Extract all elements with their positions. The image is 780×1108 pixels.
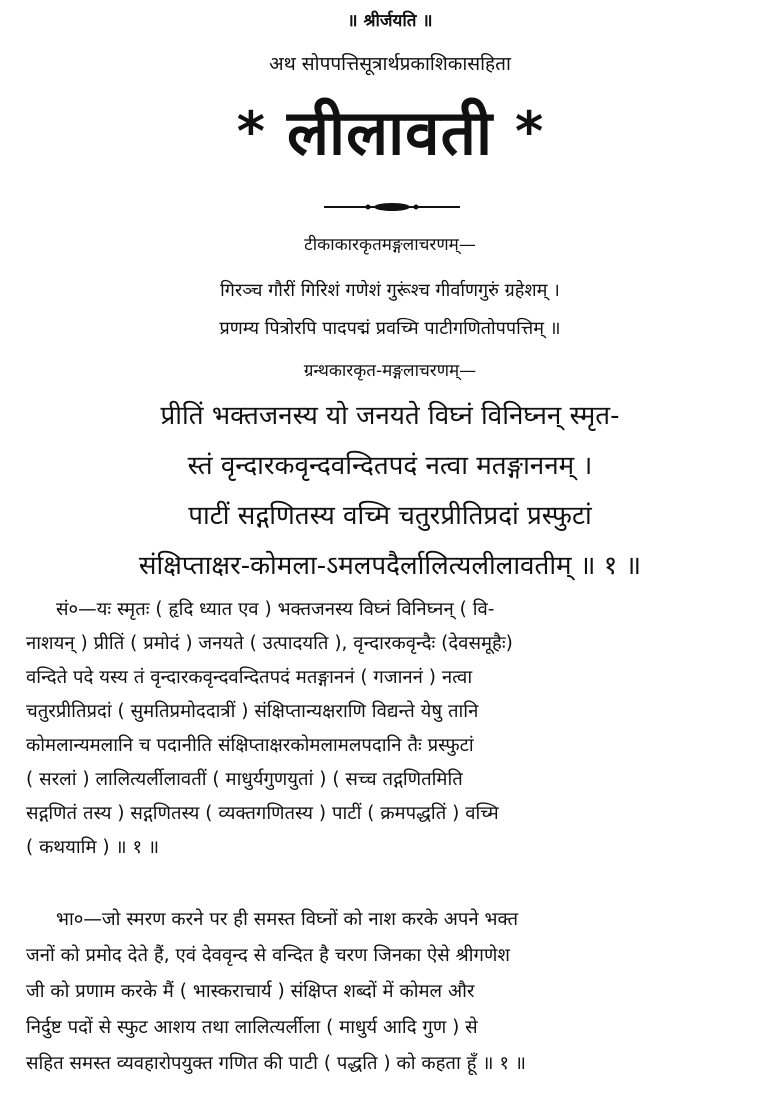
subtitle: अथ सोपपत्तिसूत्रार्थप्रकाशिकासहिता <box>269 53 511 75</box>
hindi-commentary-line: सहित समस्त व्यवहारोपयुक्त गणित की पाटी ( पद्धति ) को कहता हूँ ॥ १ ॥ <box>26 1053 526 1074</box>
sanskrit-commentary-line: कोमलान्यमलानि च पदानीति संक्षिप्ताक्षरकोमलामलपदानि तैः प्रस्फुटां <box>26 735 474 756</box>
verse-line: पाटीं सद्गणितस्य वच्मि चतुरप्रीतिप्रदां प्रस्फुटां <box>188 501 592 531</box>
sanskrit-commentary-line: वन्दिते पदे यस्य तं वृन्दारकवृन्दवन्दितपदं मतङ्गाननं ( गजाननं ) नत्वा <box>26 667 473 688</box>
commentary-verse-line: गिरञ्च गौरीं गिरिशं गणेशं गुरूंश्च गीर्वाणगुरुं ग्रहेशम् । <box>220 280 560 301</box>
sanskrit-commentary-line: चतुरप्रीतिप्रदां ( सुमतिप्रमोददात्रीं ) संक्षिप्तान्यक्षराणि विद्यन्ते येषु तानि <box>26 701 479 722</box>
sanskrit-commentary-line: सं०—यः स्मृतः ( हृदि ध्यात एव ) भक्तजनस्य विघ्नं विनिघ्नन् ( वि- <box>56 599 495 620</box>
sanskrit-commentary-line: नाशयन् ) प्रीतिं ( प्रमोदं ) जनयते ( उत्पादयति ), वृन्दारकवृन्दैः (देवसमूहैः) <box>26 633 513 654</box>
right-star-ornament: * <box>515 99 544 163</box>
verse-line: प्रीतिं भक्तजनस्य यो जनयते विघ्नं विनिघ्नन् स्मृत- <box>160 401 620 431</box>
author-invocation-heading: ग्रन्थकारकृत-मङ्गलाचरणम्— <box>303 361 477 381</box>
divider-ornament-icon <box>322 200 462 214</box>
commentary-invocation-heading: टीकाकारकृतमङ्गलाचरणम्— <box>304 235 476 255</box>
sanskrit-commentary-line: ( सरलां ) लालित्यर्लीलावतीं ( माधुर्यगुणयुतां ) ( सच्च तद्गणितमिति <box>26 769 463 790</box>
title-block <box>0 92 780 170</box>
book-title: लीलावती <box>286 96 494 169</box>
left-star-ornament: * <box>236 99 265 163</box>
hindi-commentary-line: भा०—जो स्मरण करने पर ही समस्त विघ्नों को नाश करके अपने भक्त <box>56 909 518 930</box>
verse-line: संक्षिप्ताक्षर-कोमला-ऽमलपदैर्लालित्यलीलावतीम् ॥ १ ॥ <box>138 551 642 581</box>
verse-line: स्तं वृन्दारकवृन्दवन्दितपदं नत्वा मतङ्गाननम् । <box>187 451 593 481</box>
sanskrit-commentary-line: ( कथयामि ) ॥ १ ॥ <box>26 837 160 858</box>
hindi-commentary-line: निर्दुष्ट पदों से स्फुट आशय तथा लालित्यर्लीला ( माधुर्य आदि गुण ) से <box>26 1017 478 1038</box>
invocation-line: ॥ श्रीर्जयति ॥ <box>347 11 433 31</box>
commentary-verse-line: प्रणम्य पित्रोरपि पादपद्मं प्रवच्मि पाटीगणितोपपत्तिम् ॥ <box>219 318 561 339</box>
hindi-commentary-line: जनों को प्रमोद देते हैं, एवं देववृन्द से वन्दित है चरण जिनका ऐसे श्रीगणेश <box>26 945 510 966</box>
sanskrit-commentary-line: सद्गणितं तस्य ) सद्गणितस्य ( व्यक्तगणितस्य ) पाटीं ( क्रमपद्धतिं ) वच्मि <box>26 803 499 824</box>
hindi-commentary-line: जी को प्रणाम करके मैं ( भास्कराचार्य ) संक्षिप्त शब्दों में कोमल और <box>26 981 475 1002</box>
